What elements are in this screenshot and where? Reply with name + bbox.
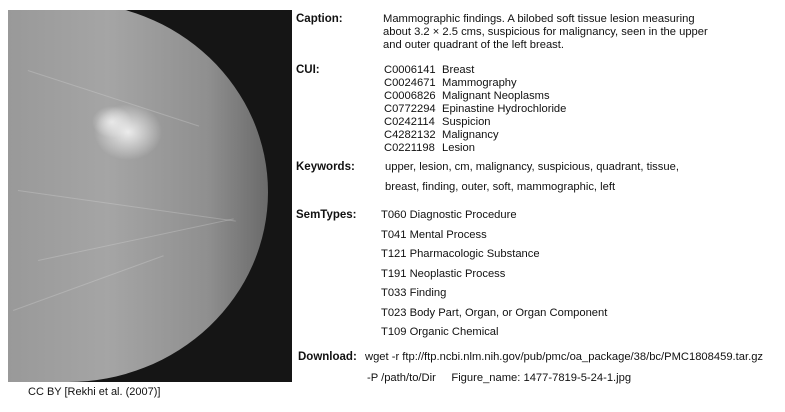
semtype-item: T121 Pharmacologic Substance	[381, 248, 540, 260]
mammogram-image	[8, 10, 292, 382]
caption-line: about 3.2 × 2.5 cms, suspicious for malignancy, seen in the upper	[383, 26, 708, 38]
cui-row	[384, 90, 550, 102]
keywords-line: breast, finding, outer, soft, mammographic, left	[385, 181, 616, 193]
cui-code: C0242114	[384, 116, 435, 128]
cui-code: C0772294	[384, 103, 436, 115]
cui-term: Suspicion	[442, 116, 491, 128]
caption-line: and outer quadrant of the left breast.	[383, 39, 564, 51]
cui-row	[384, 103, 566, 115]
cui-code: C0006826	[384, 90, 436, 102]
semtype-item: T109 Organic Chemical	[381, 326, 499, 338]
caption-line: Mammographic findings. A bilobed soft tissue lesion measuring	[383, 13, 695, 25]
cui-term: Lesion	[442, 142, 475, 154]
semtype-item: T060 Diagnostic Procedure	[381, 209, 517, 221]
cui-row	[384, 116, 491, 128]
semtypes-label: SemTypes:	[296, 209, 357, 221]
keywords-line: upper, lesion, cm, malignancy, suspicious, quadrant, tissue,	[385, 161, 679, 173]
cui-term: Breast	[442, 64, 475, 76]
download-options[interactable]: -P /path/to/Dir Figure_name: 1477-7819-5-24-1.jpg	[367, 372, 632, 384]
cui-row	[384, 64, 474, 76]
semtype-item: T041 Mental Process	[381, 229, 487, 241]
cui-code: C0024671	[384, 77, 436, 89]
download-command[interactable]: wget -r ftp://ftp.ncbi.nlm.nih.gov/pub/pmc/oa_package/38/bc/PMC1808459.tar.gz	[365, 351, 764, 363]
cui-term: Malignant Neoplasms	[442, 90, 550, 102]
cui-row	[384, 77, 517, 89]
cui-code: C0006141	[384, 64, 436, 76]
image-credit: CC BY [Rekhi et al. (2007)]	[28, 386, 161, 398]
semtype-item: T191 Neoplastic Process	[381, 268, 506, 280]
breast-tissue	[8, 10, 268, 382]
download-label: Download:	[298, 351, 357, 363]
cui-row	[384, 142, 475, 154]
semtype-item: T033 Finding	[381, 287, 447, 299]
cui-term: Mammography	[442, 77, 517, 89]
cui-label: CUI:	[296, 64, 320, 76]
semtype-item: T023 Body Part, Organ, or Organ Component	[381, 307, 608, 319]
cui-row	[384, 129, 499, 141]
caption-label: Caption:	[296, 13, 343, 25]
keywords-label: Keywords:	[296, 161, 355, 173]
cui-code: C0221198	[384, 142, 435, 154]
cui-term: Epinastine Hydrochloride	[442, 103, 567, 115]
cui-code: C4282132	[384, 129, 436, 141]
cui-term: Malignancy	[442, 129, 499, 141]
